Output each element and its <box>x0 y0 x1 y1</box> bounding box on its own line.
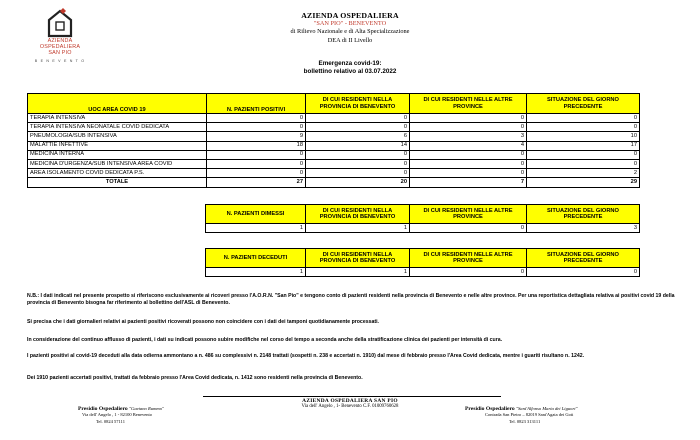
presidio-right-tel: Tel. 0823 313111 <box>509 418 541 424</box>
dimessi-table <box>205 204 640 233</box>
presidio-rummo <box>78 406 218 425</box>
col-header-res-altre: DI CUI RESIDENTI NELLE ALTRE PROVINCE <box>410 205 527 224</box>
presidio-liguori <box>465 406 635 425</box>
cell-precedente: 0 <box>527 150 640 159</box>
cell-res-altre: 0 <box>410 150 527 159</box>
cell-res-bn: 14 <box>306 141 410 150</box>
cell-positivi: 0 <box>207 114 306 123</box>
footer-center <box>200 398 500 411</box>
document-header <box>200 12 500 45</box>
header-line-3: di Rilievo Nazionale e di Alta Specializzazione <box>290 28 410 36</box>
header-name: "SAN PIO" - BENEVENTO <box>313 20 387 28</box>
table-row <box>28 123 640 132</box>
row-label: MEDICINA D'URGENZA/SUB INTENSIVA AREA COVID <box>28 159 207 168</box>
row-label: TERAPIA INTENSIVA NEONATALE COVID DEDICATA <box>28 123 207 132</box>
col-header-res-bn: DI CUI RESIDENTI NELLA PROVINCIA DI BENEVENTO <box>306 94 410 114</box>
cell-res-altre: 0 <box>410 159 527 168</box>
cell-res-altre: 4 <box>410 141 527 150</box>
logo-text-3: SAN PIO <box>48 50 72 56</box>
cell-precedente: 2 <box>527 169 640 178</box>
table-row <box>28 159 640 168</box>
cell-res-altre: 0 <box>410 224 527 233</box>
cell-positivi: 0 <box>207 123 306 132</box>
cell-precedente: 0 <box>527 268 640 277</box>
subtitle-line-1: Emergenza covid-19: <box>318 60 382 67</box>
cell-positivi: 0 <box>207 169 306 178</box>
cell-res-bn: 0 <box>306 169 410 178</box>
footer-title: AZIENDA OSPEDALIERA SAN PIO <box>302 398 398 404</box>
cell-res-bn: 0 <box>306 150 410 159</box>
presidio-left-tel: Tel. 0824 57111 <box>96 418 125 424</box>
table-row <box>28 169 640 178</box>
cell-res-bn: 0 <box>306 114 410 123</box>
presidio-left-name: "Gaetano Rummo" <box>129 406 164 411</box>
col-header-precedente: SITUAZIONE DEL GIORNO PRECEDENTE <box>527 249 640 268</box>
cell-res-altre: 0 <box>410 169 527 178</box>
col-header-deceduti: N. PAZIENTI DECEDUTI <box>206 249 306 268</box>
cell-positivi: 9 <box>207 132 306 141</box>
cell-precedente: 17 <box>527 141 640 150</box>
cell-deceduti: 1 <box>206 268 306 277</box>
cell-precedente: 0 <box>527 114 640 123</box>
total-res-altre: 7 <box>410 178 527 187</box>
logo-text-2: OSPEDALIERA <box>39 44 81 50</box>
col-header-uoc: UOC AREA COVID 19 <box>28 94 207 114</box>
col-header-positivi: N. PAZIENTI POSITIVI <box>207 94 306 114</box>
col-header-res-altre: DI CUI RESIDENTI NELLE ALTRE PROVINCE <box>410 249 527 268</box>
hospital-logo <box>28 8 92 70</box>
cell-precedente: 0 <box>527 159 640 168</box>
col-header-dimessi: N. PAZIENTI DIMESSI <box>206 205 306 224</box>
table-row <box>28 150 640 159</box>
row-label: TERAPIA INTENSIVA <box>28 114 207 123</box>
cell-res-bn: 1 <box>306 224 410 233</box>
total-label: TOTALE <box>28 178 207 187</box>
note-residenti: Dei 1910 pazienti accertati positivi, trattati da febbraio presso l'Area Covid dedicata, n. 1412 sono residenti nella provincia di Benevento. <box>27 375 363 381</box>
cell-res-altre: 0 <box>410 123 527 132</box>
row-label: PNEUMOLOGIA/SUB INTENSIVA <box>28 132 207 141</box>
total-row <box>28 178 640 187</box>
header-line-4: DEA di II Livello <box>327 36 373 44</box>
total-res-bn: 20 <box>306 178 410 187</box>
table-row <box>206 268 640 277</box>
cell-res-bn: 0 <box>306 123 410 132</box>
cell-res-bn: 1 <box>306 268 410 277</box>
presidio-right-label: Presidio Ospedaliero <box>465 406 515 412</box>
cell-precedente: 0 <box>527 123 640 132</box>
cell-res-bn: 6 <box>306 132 410 141</box>
covid-area-table <box>27 93 640 188</box>
footer-address: Via dell' Angelo , 1- Benevento C.F. 01009760628 <box>301 404 399 410</box>
cell-precedente: 3 <box>527 224 640 233</box>
cell-positivi: 18 <box>207 141 306 150</box>
row-label: MALATTIE INFETTIVE <box>28 141 207 150</box>
col-header-res-bn: DI CUI RESIDENTI NELLA PROVINCIA DI BENEVENTO <box>306 249 410 268</box>
col-header-res-altre: DI CUI RESIDENTI NELLE ALTRE PROVINCE <box>410 94 527 114</box>
row-label: AREA ISOLAMENTO COVID DEDICATA P.S. <box>28 169 207 178</box>
note-nb: N.B.: I dati indicati nel presente prospetto si riferiscono esclusivamente ai ricoveri presso l'A.O.R.N. "San Pio" e tengono conto di pazienti residenti nella provincia di Benevento e nelle altre province. Per una reportistica dettagliata relativa ai positivi covid 19 della provincia di Benevento bisogna far riferimento al bollettino dell'ASL di Benevento. <box>27 293 675 306</box>
presidio-right-name: "Sant'Alfonso Maria dei Liguori" <box>516 406 578 411</box>
note-deceduti: I pazienti positivi al covid-19 deceduti alla data odierna ammontano a n. 486 su complessivi n. 2148 trattati (sospetti n. 238 e accertati n. 1910) dal mese di febbraio presso l'Area Covid dedicata, mentre i guariti risultano n. 1242. <box>27 353 585 359</box>
cell-res-altre: 0 <box>410 268 527 277</box>
cell-res-bn: 0 <box>306 159 410 168</box>
deceduti-table <box>205 248 640 277</box>
note-tamponi: Si precisa che i dati giornalieri relativi ai pazienti positivi ricoverati possono non coincidere con i dati dei tamponi quotidianamente processati. <box>27 319 379 325</box>
presidio-right-address: Contrada San Pietro – 82019 Sant'Agata dei Goti <box>485 412 574 418</box>
bulletin-subtitle <box>200 60 500 75</box>
col-header-res-bn: DI CUI RESIDENTI NELLA PROVINCIA DI BENEVENTO <box>306 205 410 224</box>
table-row <box>28 141 640 150</box>
cell-positivi: 0 <box>207 159 306 168</box>
cell-precedente: 10 <box>527 132 640 141</box>
logo-text-4: B E N E V E N T O <box>34 59 86 63</box>
cell-res-altre: 3 <box>410 132 527 141</box>
col-header-precedente: SITUAZIONE DEL GIORNO PRECEDENTE <box>527 205 640 224</box>
footer-divider <box>203 396 501 397</box>
col-header-precedente: SITUAZIONE DEL GIORNO PRECEDENTE <box>527 94 640 114</box>
logo-house-icon <box>46 8 74 38</box>
subtitle-line-2: bollettino relativo al 03.07.2022 <box>303 67 397 75</box>
row-label: MEDICINA INTERNA <box>28 150 207 159</box>
presidio-left-address: Via dell' Angelo , 1 - 82100 Benevento <box>82 412 153 418</box>
cell-positivi: 0 <box>207 150 306 159</box>
header-title: AZIENDA OSPEDALIERA <box>301 11 399 20</box>
logo-text-1: AZIENDA <box>47 38 73 44</box>
total-precedente: 29 <box>527 178 640 187</box>
total-positivi: 27 <box>207 178 306 187</box>
table-row <box>206 224 640 233</box>
table-row <box>28 114 640 123</box>
presidio-left-label: Presidio Ospedaliero <box>78 406 128 412</box>
table-row <box>28 132 640 141</box>
note-afflusso: In considerazione del continuo afflusso di pazienti, i dati su indicati possono subire modifiche nel corso del tempo a seconda anche della stratificazione clinica dei pazienti per intensità di cura. <box>27 337 503 343</box>
cell-res-altre: 0 <box>410 114 527 123</box>
cell-dimessi: 1 <box>206 224 306 233</box>
